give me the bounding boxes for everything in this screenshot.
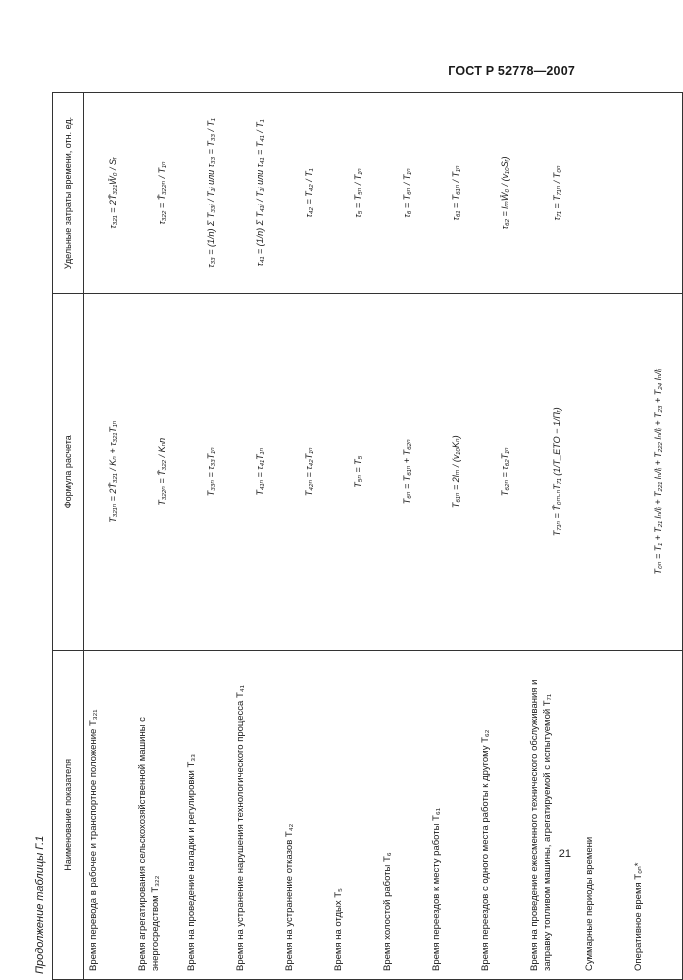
table-row-name: Суммарные периоды времени [584,836,595,971]
table-row-name: Время на отдых T₅ [333,888,344,971]
table-row-name: Время агрегатирования сельскохозяйственной машины с энергосредством T₃₂₂ [137,717,161,971]
table-body-row [84,93,683,980]
table-row-formula [584,294,633,650]
units-cell [84,93,683,294]
rotated-table-frame [28,92,663,980]
formulas-cell [84,293,683,650]
table-row-formula: T₄₂ₙ = τ₄₂T₁ₙ [303,447,314,497]
table-row-unit: τ₆₁ = T₆₁ₙ / T₁ₙ [450,165,461,221]
table-row-unit: τ₃₃ = (1/n) Σ T₃₃ᵢ / T₁ᵢ или τ₃₃ = T₃₃ / T₁ [205,118,216,268]
table-row-name: Время на устранение нарушения технологического процесса T₄₁ [235,685,246,971]
column-header-formula: Формула расчета [53,293,84,650]
table-row-formula: T₃₃ₙ = τ₃₃T₁ₙ [205,447,216,497]
table-row-name: Время холостой работы T₆ [382,852,393,971]
table-header-row [53,93,84,980]
names-cell [84,650,683,979]
table-row-unit: τ₃₂₂ = T̄₃₂₂ₙ / T₁ₙ [156,161,167,225]
table-row-name: Оперативное время T₀ₙ* [633,862,644,971]
table-row-formula: T₃₂₁ₙ = 2T̄₃₂₁ / Kₙ + τ₃₂₁T₁ₙ [107,420,118,523]
table-row-formula: T₇₁ₙ = T̄₀ₘ.ₙT₇₁ (1/T_ЕТО − 1/Пᵣ) [551,407,562,537]
table-row-unit: τ₇₁ = T₇₁ₙ / T₀ₙ [551,165,562,221]
table-row-formula: T₆₁ₙ = 2lₘ / (v₁₀Kₙ) [450,435,461,509]
table-row-formula: T₆ₙ = T₆₁ₙ + T₆₂ₙ [401,439,412,505]
indicator-table [52,92,683,980]
document-header: ГОСТ Р 52778—2007 [448,64,575,78]
table-row-name: Время на проведение ежесменного технического обслуживания и заправку топливом машины, агрегатируемой с испытуемой T₇₁ [529,679,553,971]
page-number: 21 [558,848,571,860]
table-row-unit: τ₆₂ = lₘW̄₀ / (v₁₀Sᵣ) [499,156,510,230]
table-row-unit [633,93,682,293]
column-header-name: Наименование показателя [53,650,84,979]
table-row-unit: τ₄₂ = T₄₂ / T₁ [303,168,314,218]
table-row-unit: τ₃₂₁ = 2T̄₃₂₁W̄₀ / Sᵣ [107,157,118,229]
table-row-formula: T₃₂₂ₙ = T̄₃₂₂ / Kₙn [156,437,167,506]
table-row-unit [584,93,633,293]
table-row-unit: τ₄₁ = (1/n) Σ T₄₁ᵢ / T₁ᵢ или τ₄₁ = T₄₁ / T₁ [254,119,265,267]
table-row-formula: T₀ₙ = T₁ + T₂₁ lₙ/lᵢ + T₂₂₁ lₙ/lᵢ + T₂₂₂ lₙ/lᵢ + T₂₃ + T₂₄ lₙ/lᵢ [652,369,663,575]
table-row-formula: T₅ₙ = T₅ [352,455,363,488]
table-row-formula: T₄₁ₙ = τ₄₁T₁ₙ [254,447,265,496]
column-header-unit: Удельные затраты времени, отн. ед. [53,93,84,294]
table-row-name: Время переездов с одного места работы к другому T₆₂ [480,729,491,971]
table-row-unit: τ₆ = T₆ₙ / T₁ₙ [401,168,412,218]
table-row-unit: τ₅ = T₅ₙ / T₁ₙ [352,168,363,218]
table-continuation-caption: Продолжение таблицы Г.1 [34,835,46,974]
table-row-name: Время переездов к месту работы T₆₁ [431,808,442,971]
table-row-name: Время на устранение отказов T₄₂ [284,823,295,971]
table-row-name: Время на проведение наладки и регулировки T₃₃ [186,753,197,971]
table-row-name: Время перевода в рабочее и транспортное положение T₃₂₁ [88,709,99,971]
table-row-formula: T₆₂ₙ = τ₆₂T₁ₙ [499,447,510,497]
